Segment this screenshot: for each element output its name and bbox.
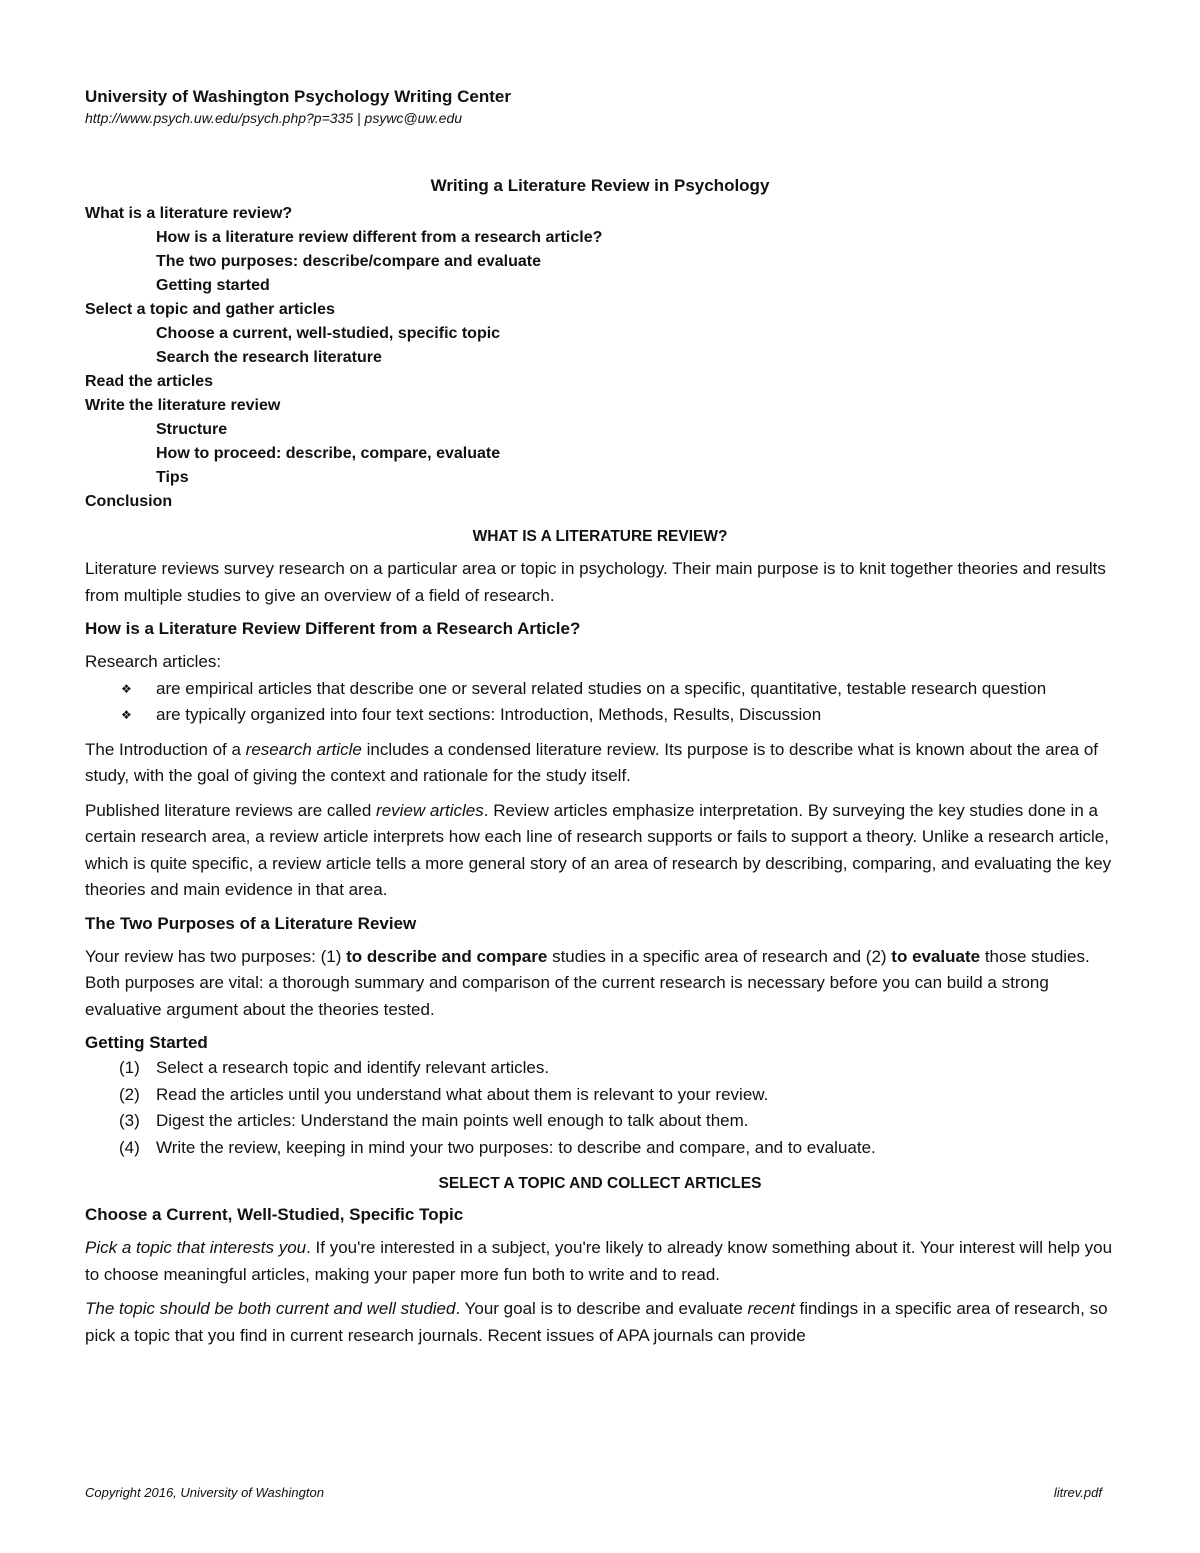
step-text: Read the articles until you understand what about them is relevant to your review.	[156, 1084, 769, 1104]
toc-item[interactable]: Getting started	[156, 277, 270, 294]
step-number: (2)	[119, 1084, 140, 1104]
interest-paragraph	[85, 1235, 1115, 1288]
text-run: Your review has two purposes: (1)	[85, 946, 347, 966]
introduction-paragraph	[85, 737, 1115, 790]
subheading-difference: How is a Literature Review Different from a Research Article?	[85, 619, 581, 638]
text-run: . Your goal is to describe and evaluate	[455, 1299, 748, 1318]
list-item	[85, 1082, 1115, 1109]
emphasis-text: The topic should be both current and well studied	[85, 1299, 456, 1318]
section-heading-select-topic: SELECT A TOPIC AND COLLECT ARTICLES	[438, 1175, 762, 1192]
emphasis-text: research article	[245, 739, 362, 759]
published-reviews-paragraph	[85, 798, 1115, 904]
step-number: (1)	[119, 1058, 140, 1077]
diamond-bullet-icon: ❖	[121, 708, 132, 722]
intro-paragraph: Literature reviews survey research on a particular area or topic in psychology. Their main purpose is to knit together theories and results from multiple studies to give an overview of a field of research.	[85, 559, 1106, 605]
toc-item[interactable]: Choose a current, well-studied, specific topic	[156, 325, 501, 342]
text-run: those studies. Both purposes are vital: a thorough summary and comparison of the current research is necessary before you can build a strong evaluative argument about the theories tested.	[85, 946, 1090, 1019]
header-link[interactable]: http://www.psych.uw.edu/psych.php?p=335 | psywc@uw.edu	[85, 110, 463, 126]
text-run: includes a condensed literature review. Its purpose is to describe what is known about the area of study, with the goal of giving the context and rationale for the study itself.	[85, 739, 1099, 785]
document-title: Writing a Literature Review in Psychology	[430, 176, 770, 195]
text-run: Published literature reviews are called	[85, 800, 377, 820]
toc-item[interactable]: What is a literature review?	[85, 205, 293, 222]
footer-copyright: Copyright 2016, University of Washington	[85, 1485, 324, 1500]
step-text: Digest the articles: Understand the main points well enough to talk about them.	[156, 1111, 749, 1130]
purposes-paragraph	[85, 944, 1115, 1024]
toc-item[interactable]: The two purposes: describe/compare and evaluate	[156, 253, 541, 270]
toc-item[interactable]: How to proceed: describe, compare, evaluate	[156, 445, 501, 462]
toc-item[interactable]: Select a topic and gather articles	[85, 301, 335, 318]
list-item	[85, 676, 1115, 703]
toc-item[interactable]: How is a literature review different from a research article?	[156, 229, 603, 246]
toc-item[interactable]: Conclusion	[85, 493, 173, 510]
subheading-two-purposes: The Two Purposes of a Literature Review	[85, 913, 417, 933]
toc-item[interactable]: Structure	[156, 421, 228, 438]
text-run: The Introduction of a	[85, 739, 246, 759]
toc-item[interactable]: Search the research literature	[156, 349, 382, 366]
toc-item[interactable]: Read the articles	[85, 373, 214, 390]
document-content	[85, 86, 1115, 1357]
section-heading-what-is: WHAT IS A LITERATURE REVIEW?	[472, 528, 728, 545]
step-number: (3)	[119, 1111, 140, 1130]
footer-filename: litrev.pdf	[1053, 1485, 1102, 1500]
emphasis-text: review articles	[376, 800, 484, 820]
header-title: University of Washington Psychology Writing Center	[85, 87, 511, 106]
step-text: Write the review, keeping in mind your two purposes: to describe and compare, and to evaluate.	[156, 1137, 876, 1157]
table-of-contents	[85, 202, 1115, 514]
current-topic-paragraph	[85, 1296, 1115, 1349]
emphasis-text: Pick a topic that interests you	[85, 1238, 307, 1257]
getting-started-steps	[85, 1055, 1115, 1161]
list-item	[85, 1135, 1115, 1162]
research-articles-label: Research articles:	[85, 652, 222, 671]
bold-text: to evaluate	[891, 946, 981, 966]
subheading-choose-topic: Choose a Current, Well-Studied, Specific Topic	[85, 1205, 464, 1224]
step-text: Select a research topic and identify relevant articles.	[156, 1058, 550, 1077]
step-number: (4)	[119, 1137, 140, 1157]
toc-item[interactable]: Write the literature review	[85, 397, 281, 414]
diamond-bullet-icon: ❖	[121, 681, 132, 696]
text-run: findings in a specific area of research, so pick a topic that you find in current research journals. Recent issues of APA journals can provide	[85, 1299, 1108, 1345]
text-run: . Review articles emphasize interpretation. By surveying the key studies done in a certain research area, a review article interprets how each line of research supports or fails to support a theory. Unlike a research article, which is quite specific, a review article tells a more general story of an area of research by describing, comparing, and evaluating the key theories and main evidence in that area.	[85, 800, 1112, 899]
list-item-text: are typically organized into four text sections: Introduction, Methods, Results, Discussion	[156, 705, 822, 724]
toc-item[interactable]: Tips	[156, 469, 189, 486]
list-item	[85, 1108, 1115, 1135]
bold-text: to describe and compare	[346, 946, 548, 966]
text-run: studies in a specific area of research and (2)	[547, 946, 892, 966]
list-item	[85, 702, 1115, 729]
emphasis-text: recent	[747, 1299, 795, 1318]
subheading-getting-started: Getting Started	[85, 1033, 208, 1052]
text-run: . If you're interested in a subject, you're likely to already know something about it. Your interest will help you to choose meaningful articles, making your paper more fun both to write and to read.	[85, 1238, 1113, 1284]
list-item	[85, 1055, 1115, 1082]
list-item-text: are empirical articles that describe one or several related studies on a specific, quantitative, testable research question	[156, 678, 1047, 698]
research-articles-list	[85, 676, 1115, 729]
